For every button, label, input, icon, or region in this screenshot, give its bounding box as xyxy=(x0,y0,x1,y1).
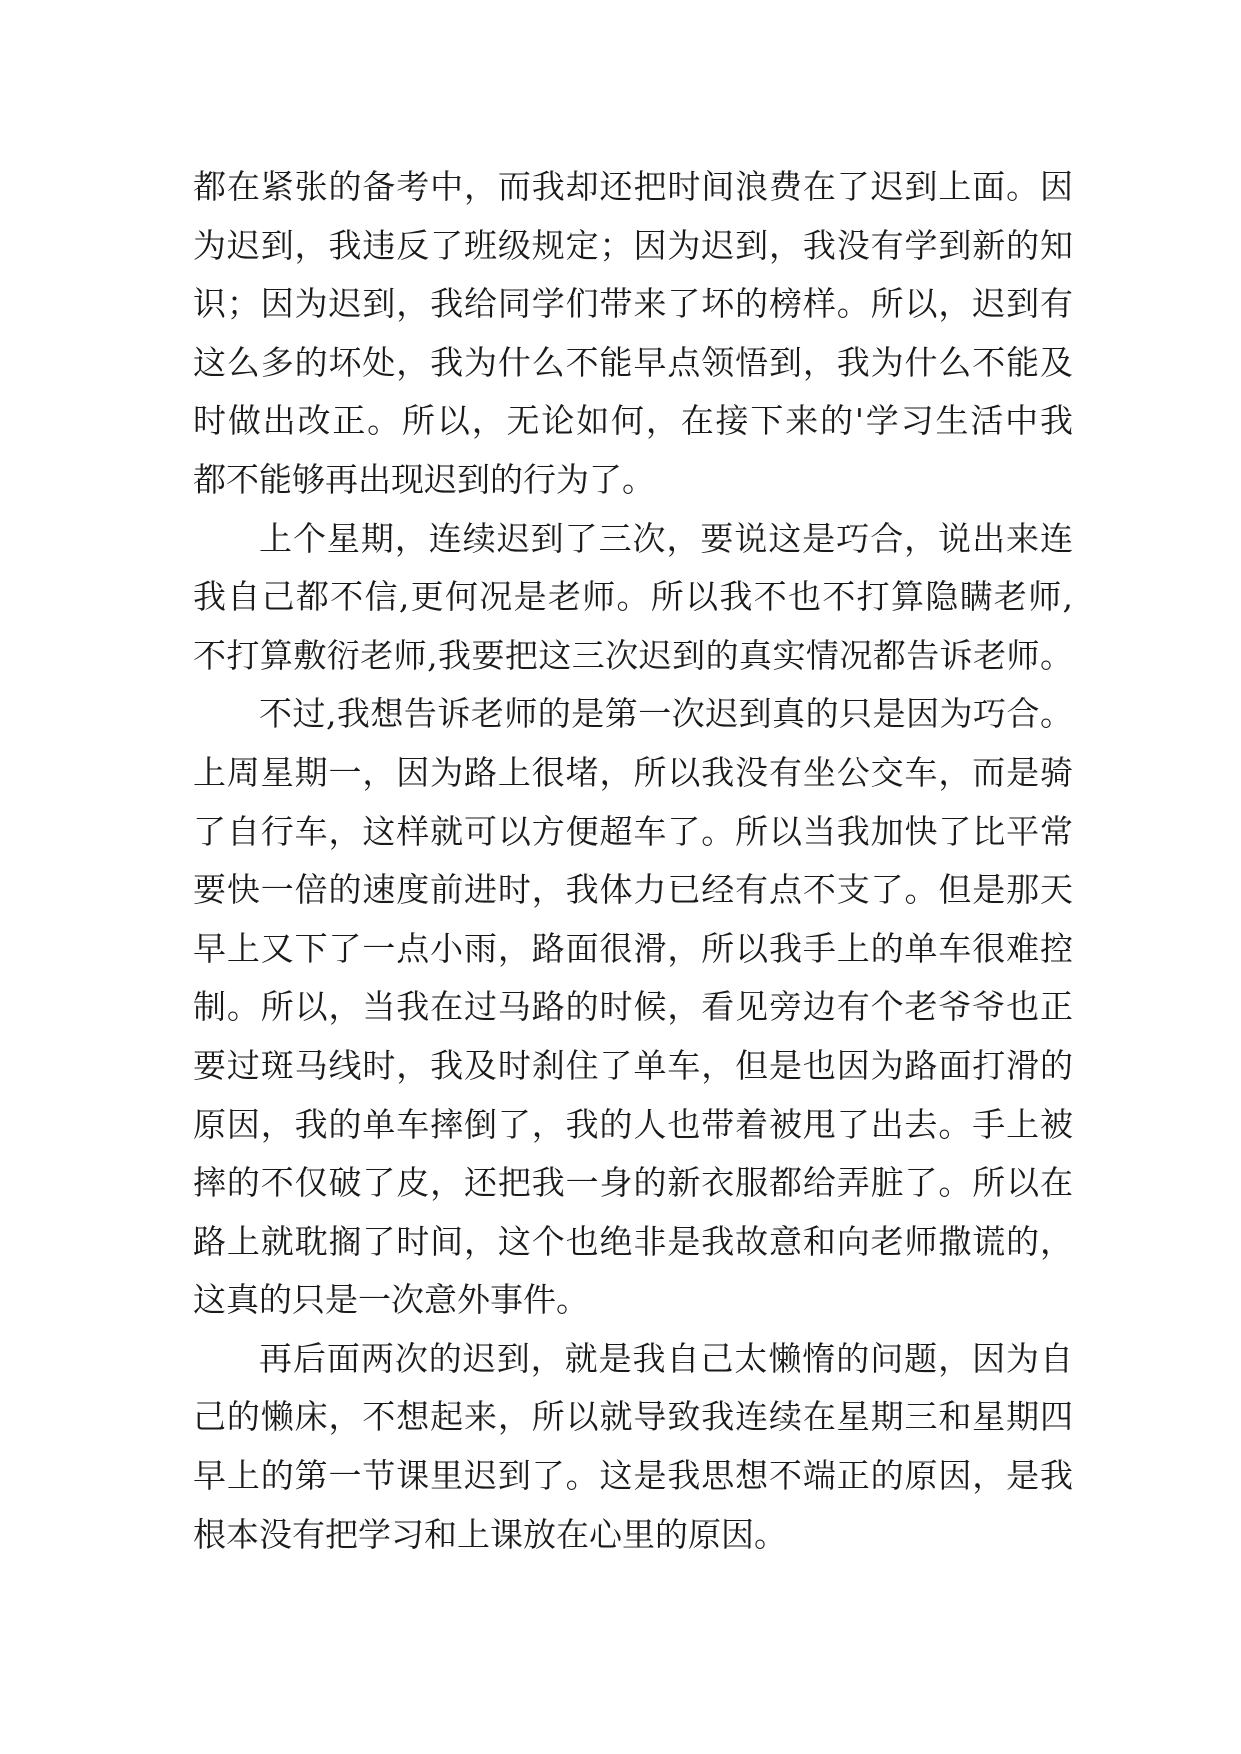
text-line: 要过斑马线时，我及时刹住了单车，但是也因为路面打滑的 xyxy=(193,1045,1073,1085)
text-line: 识；因为迟到，我给同学们带来了坏的榜样。所以，迟到有 xyxy=(193,284,1073,324)
text-line: 要快一倍的速度前进时，我体力已经有点不支了。但是那天 xyxy=(193,870,1073,910)
text-line: 为迟到，我违反了班级规定；因为迟到，我没有学到新的知 xyxy=(193,225,1073,265)
text-line: 时做出改正。所以，无论如何，在接下来的'学习生活中我 xyxy=(193,401,1073,441)
text-line: 原因，我的单车摔倒了，我的人也带着被甩了出去。手上被 xyxy=(193,1104,1073,1144)
text-line: 我自己都不信,更何况是老师。所以我不也不打算隐瞒老师, xyxy=(193,577,1073,617)
paragraph xyxy=(193,1330,1073,1564)
text-line: 摔的不仅破了皮，还把我一身的新衣服都给弄脏了。所以在 xyxy=(193,1163,1073,1203)
text-line: 路上就耽搁了时间，这个也绝非是我故意和向老师撒谎的， xyxy=(193,1221,1073,1261)
text-line: 己的懒床，不想起来，所以就导致我连续在星期三和星期四 xyxy=(193,1397,1073,1437)
paragraph xyxy=(193,685,1073,1330)
text-line: 早上的第一节课里迟到了。这是我思想不端正的原因，是我 xyxy=(193,1456,1073,1496)
text-line: 这真的只是一次意外事件。 xyxy=(193,1280,589,1320)
text-line: 根本没有把学习和上课放在心里的原因。 xyxy=(193,1514,787,1554)
text-line: 不打算敷衍老师,我要把这三次迟到的真实情况都告诉老师。 xyxy=(193,635,1073,675)
text-line: 再后面两次的迟到，就是我自己太懒惰的问题，因为自 xyxy=(259,1338,1073,1378)
text-line: 不过,我想告诉老师的是第一次迟到真的只是因为巧合。 xyxy=(259,694,1073,734)
text-line: 都不能够再出现迟到的行为了。 xyxy=(193,459,655,499)
text-line: 早上又下了一点小雨，路面很滑，所以我手上的单车很难控 xyxy=(193,928,1073,968)
text-line: 制。所以，当我在过马路的时候，看见旁边有个老爷爷也正 xyxy=(193,987,1073,1027)
text-line: 上周星期一，因为路上很堵，所以我没有坐公交车，而是骑 xyxy=(193,752,1073,792)
text-line: 这么多的坏处，我为什么不能早点领悟到，我为什么不能及 xyxy=(193,342,1073,382)
text-line: 了自行车，这样就可以方便超车了。所以当我加快了比平常 xyxy=(193,811,1073,851)
text-line: 都在紧张的备考中，而我却还把时间浪费在了迟到上面。因 xyxy=(193,167,1073,206)
text-line: 上个星期，连续迟到了三次，要说这是巧合，说出来连 xyxy=(259,518,1073,558)
paragraph xyxy=(193,510,1073,686)
paragraph xyxy=(193,158,1073,510)
document-body xyxy=(193,158,1073,1564)
